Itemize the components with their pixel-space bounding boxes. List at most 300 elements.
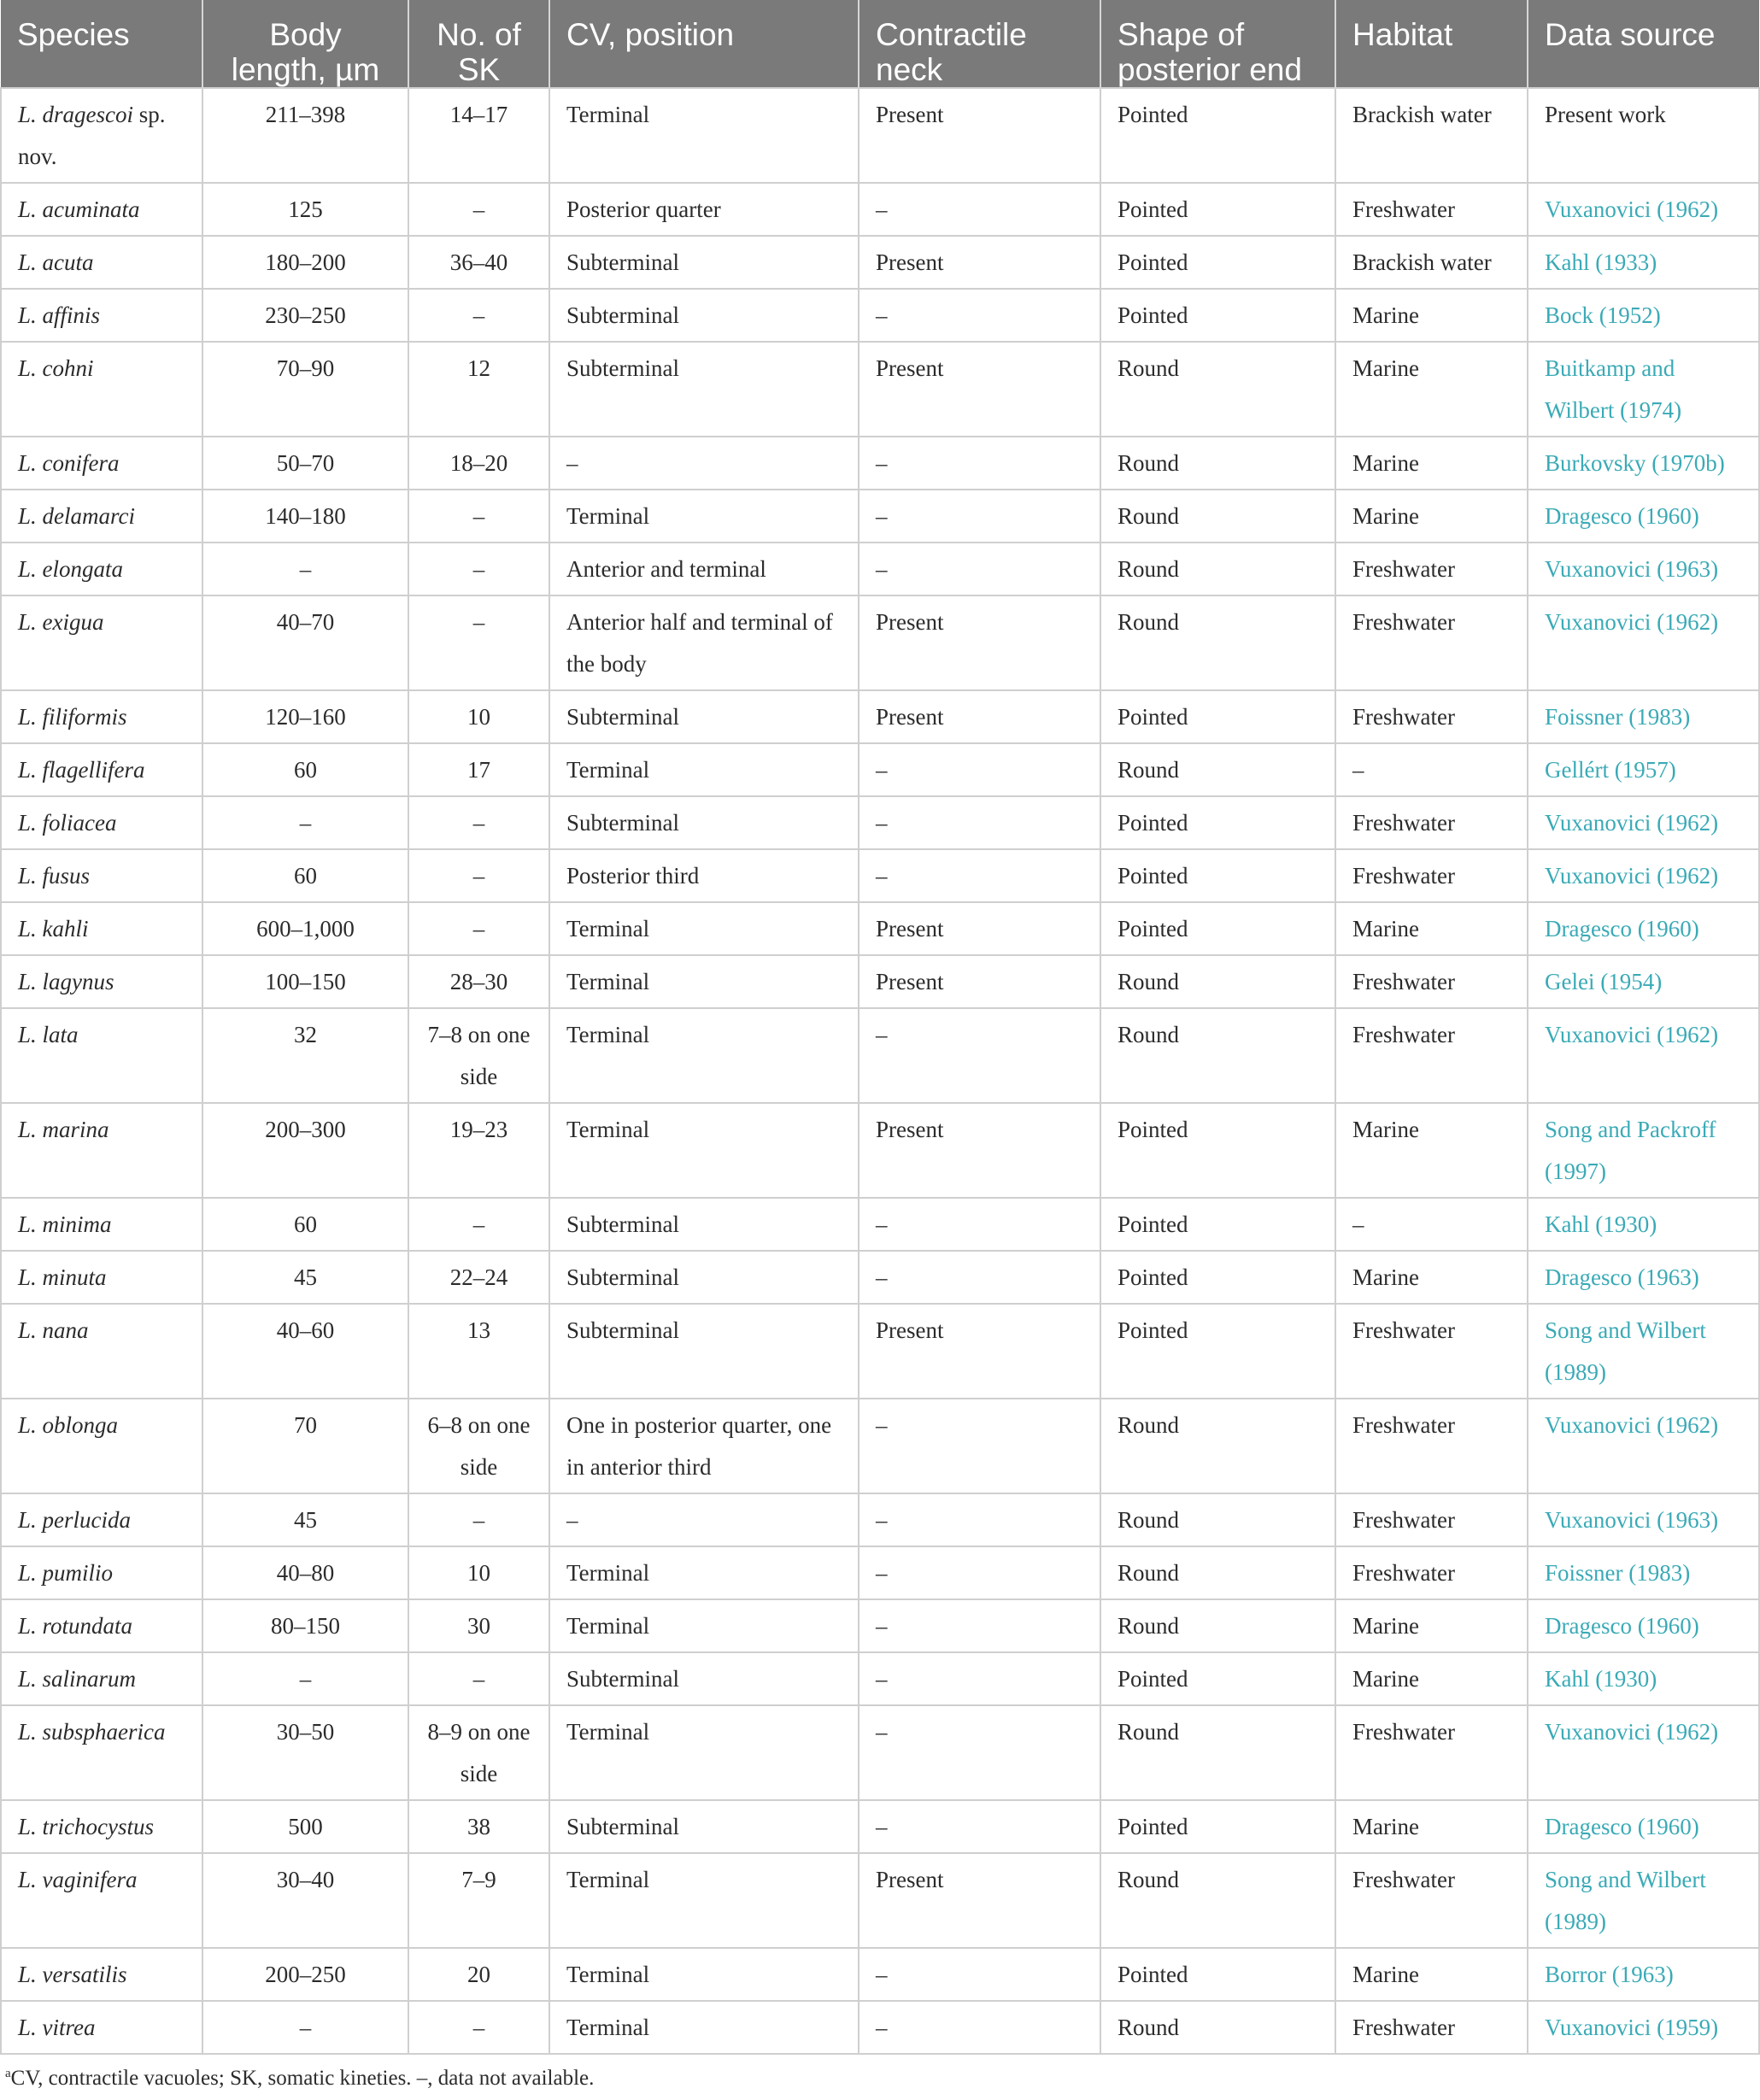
header-contractile-neck: Contractile neck — [859, 0, 1100, 88]
cell-sk-count: 12 — [408, 342, 549, 437]
species-name: L. salinarum — [18, 1666, 137, 1692]
table-row — [1, 183, 1759, 236]
cell-habitat: Marine — [1335, 1103, 1528, 1198]
cell-sk-count: – — [408, 1652, 549, 1705]
cell-species — [1, 690, 202, 743]
cell-habitat: – — [1335, 1198, 1528, 1251]
cell-data-source[interactable]: Song and Wilbert (1989) — [1528, 1853, 1759, 1948]
cell-contractile-neck: – — [859, 1008, 1100, 1103]
cell-data-source[interactable]: Gelei (1954) — [1528, 955, 1759, 1008]
cell-body-length: – — [202, 796, 408, 849]
cell-contractile-neck: Present — [859, 595, 1100, 690]
cell-body-length: 200–250 — [202, 1948, 408, 2001]
cell-species — [1, 1800, 202, 1853]
cell-species — [1, 342, 202, 437]
table-row — [1, 1304, 1759, 1399]
header-row — [1, 0, 1759, 88]
cell-sk-count: 14–17 — [408, 88, 549, 183]
table-row — [1, 342, 1759, 437]
cell-posterior-shape: Pointed — [1100, 902, 1335, 955]
cell-contractile-neck: Present — [859, 902, 1100, 955]
table-row — [1, 437, 1759, 490]
cell-cv-position: Subterminal — [549, 236, 859, 289]
cell-body-length: 100–150 — [202, 955, 408, 1008]
cell-contractile-neck: – — [859, 1705, 1100, 1800]
cell-contractile-neck: Present — [859, 690, 1100, 743]
cell-contractile-neck: – — [859, 849, 1100, 902]
cell-data-source[interactable]: Vuxanovici (1959) — [1528, 2001, 1759, 2054]
cell-contractile-neck: – — [859, 1599, 1100, 1652]
table-row — [1, 1493, 1759, 1546]
cell-habitat: Marine — [1335, 490, 1528, 543]
cell-species — [1, 1008, 202, 1103]
cell-data-source[interactable]: Burkovsky (1970b) — [1528, 437, 1759, 490]
cell-posterior-shape: Pointed — [1100, 88, 1335, 183]
cell-body-length: 600–1,000 — [202, 902, 408, 955]
cell-contractile-neck: Present — [859, 1304, 1100, 1399]
cell-cv-position: Terminal — [549, 1853, 859, 1948]
cell-habitat: Freshwater — [1335, 183, 1528, 236]
cell-cv-position: One in posterior quarter, one in anterior third — [549, 1399, 859, 1493]
cell-sk-count: – — [408, 289, 549, 342]
cell-posterior-shape: Pointed — [1100, 289, 1335, 342]
cell-contractile-neck: – — [859, 437, 1100, 490]
cell-cv-position: Terminal — [549, 1705, 859, 1800]
cell-sk-count: – — [408, 849, 549, 902]
species-name: L. foliacea — [18, 810, 117, 836]
species-name: L. perlucida — [18, 1507, 131, 1533]
cell-species — [1, 1103, 202, 1198]
cell-cv-position: Subterminal — [549, 796, 859, 849]
cell-body-length: 32 — [202, 1008, 408, 1103]
cell-body-length: 211–398 — [202, 88, 408, 183]
cell-data-source[interactable]: Vuxanovici (1962) — [1528, 1008, 1759, 1103]
cell-data-source[interactable]: Dragesco (1960) — [1528, 1599, 1759, 1652]
cell-species — [1, 1948, 202, 2001]
table-row — [1, 543, 1759, 595]
cell-habitat: Marine — [1335, 1599, 1528, 1652]
species-name: L. pumilio — [18, 1560, 114, 1586]
cell-cv-position: Terminal — [549, 1599, 859, 1652]
cell-contractile-neck: Present — [859, 1853, 1100, 1948]
cell-sk-count: – — [408, 183, 549, 236]
table-row — [1, 88, 1759, 183]
cell-posterior-shape: Round — [1100, 1853, 1335, 1948]
cell-habitat: Freshwater — [1335, 1008, 1528, 1103]
cell-body-length: 40–60 — [202, 1304, 408, 1399]
table-row — [1, 1008, 1759, 1103]
cell-cv-position: Terminal — [549, 955, 859, 1008]
cell-body-length: 60 — [202, 743, 408, 796]
cell-habitat: Freshwater — [1335, 1304, 1528, 1399]
cell-sk-count: 10 — [408, 1546, 549, 1599]
species-name: L. affinis — [18, 302, 101, 328]
table-body — [1, 88, 1759, 2054]
table-row — [1, 1198, 1759, 1251]
cell-sk-count: – — [408, 1198, 549, 1251]
cell-species — [1, 849, 202, 902]
table-row — [1, 796, 1759, 849]
cell-habitat: Freshwater — [1335, 1399, 1528, 1493]
cell-sk-count: 18–20 — [408, 437, 549, 490]
cell-species — [1, 1399, 202, 1493]
table-row — [1, 1103, 1759, 1198]
table-row — [1, 849, 1759, 902]
cell-body-length: 50–70 — [202, 437, 408, 490]
header-data-source: Data source — [1528, 0, 1759, 88]
cell-contractile-neck: – — [859, 1198, 1100, 1251]
cell-body-length: 70–90 — [202, 342, 408, 437]
table-row — [1, 1800, 1759, 1853]
table-row — [1, 289, 1759, 342]
species-name: L. lata — [18, 1022, 79, 1047]
cell-contractile-neck: – — [859, 743, 1100, 796]
cell-posterior-shape: Round — [1100, 1008, 1335, 1103]
table-row — [1, 2001, 1759, 2054]
table-row — [1, 236, 1759, 289]
cell-sk-count: – — [408, 902, 549, 955]
cell-sk-count: 30 — [408, 1599, 549, 1652]
cell-data-source[interactable]: Vuxanovici (1962) — [1528, 595, 1759, 690]
cell-cv-position: Subterminal — [549, 1800, 859, 1853]
cell-cv-position: Terminal — [549, 1008, 859, 1103]
table-row — [1, 1948, 1759, 2001]
cell-cv-position: Posterior third — [549, 849, 859, 902]
cell-species — [1, 1546, 202, 1599]
table-row — [1, 1705, 1759, 1800]
cell-species — [1, 796, 202, 849]
cell-body-length: 40–70 — [202, 595, 408, 690]
cell-habitat: Brackish water — [1335, 88, 1528, 183]
cell-posterior-shape: Round — [1100, 1599, 1335, 1652]
species-name: L. delamarci — [18, 503, 135, 529]
cell-habitat: Freshwater — [1335, 690, 1528, 743]
cell-data-source[interactable]: Kahl (1930) — [1528, 1652, 1759, 1705]
cell-cv-position: Terminal — [549, 490, 859, 543]
species-name: L. vitrea — [18, 2015, 96, 2040]
cell-posterior-shape: Round — [1100, 955, 1335, 1008]
cell-species — [1, 2001, 202, 2054]
table-row — [1, 1599, 1759, 1652]
cell-habitat: Brackish water — [1335, 236, 1528, 289]
species-name: L. marina — [18, 1117, 109, 1142]
cell-data-source[interactable]: Dragesco (1963) — [1528, 1251, 1759, 1304]
species-suffix: sp. nov. — [18, 102, 166, 169]
cell-cv-position: Subterminal — [549, 1652, 859, 1705]
header-body-length: Body length, µm — [202, 0, 408, 88]
cell-body-length: 230–250 — [202, 289, 408, 342]
cell-species — [1, 1853, 202, 1948]
cell-data-source[interactable]: Vuxanovici (1963) — [1528, 1493, 1759, 1546]
cell-contractile-neck: – — [859, 543, 1100, 595]
cell-data-source[interactable]: Kahl (1930) — [1528, 1198, 1759, 1251]
header-no-of-sk: No. of SK — [408, 0, 549, 88]
cell-posterior-shape: Pointed — [1100, 796, 1335, 849]
cell-contractile-neck: – — [859, 1800, 1100, 1853]
cell-contractile-neck: Present — [859, 955, 1100, 1008]
cell-posterior-shape: Round — [1100, 490, 1335, 543]
cell-sk-count: 28–30 — [408, 955, 549, 1008]
cell-sk-count: 19–23 — [408, 1103, 549, 1198]
cell-posterior-shape: Pointed — [1100, 1103, 1335, 1198]
cell-cv-position: Terminal — [549, 1546, 859, 1599]
species-name: L. minima — [18, 1211, 112, 1237]
cell-posterior-shape: Round — [1100, 437, 1335, 490]
cell-contractile-neck: – — [859, 796, 1100, 849]
cell-contractile-neck: Present — [859, 1103, 1100, 1198]
cell-posterior-shape: Pointed — [1100, 1652, 1335, 1705]
species-name: L. exigua — [18, 609, 104, 635]
cell-habitat: Freshwater — [1335, 543, 1528, 595]
cell-body-length: 40–80 — [202, 1546, 408, 1599]
cell-contractile-neck: – — [859, 1652, 1100, 1705]
species-name: L. acuminata — [18, 197, 140, 222]
cell-sk-count: – — [408, 796, 549, 849]
footnote-marker: a — [5, 2067, 11, 2080]
cell-cv-position: Terminal — [549, 743, 859, 796]
cell-posterior-shape: Round — [1100, 1399, 1335, 1493]
cell-cv-position: Posterior quarter — [549, 183, 859, 236]
species-name: L. elongata — [18, 556, 124, 582]
species-name: L. conifera — [18, 450, 120, 476]
table-row — [1, 743, 1759, 796]
footnote-text: CV, contractile vacuoles; SK, somatic kineties. –, data not available. — [10, 2067, 595, 2090]
table-row — [1, 690, 1759, 743]
cell-contractile-neck: – — [859, 183, 1100, 236]
cell-posterior-shape: Pointed — [1100, 690, 1335, 743]
cell-habitat: Marine — [1335, 1652, 1528, 1705]
cell-contractile-neck: Present — [859, 342, 1100, 437]
cell-contractile-neck: Present — [859, 236, 1100, 289]
cell-body-length: – — [202, 2001, 408, 2054]
cell-sk-count: 13 — [408, 1304, 549, 1399]
cell-body-length: 30–50 — [202, 1705, 408, 1800]
cell-contractile-neck: – — [859, 289, 1100, 342]
cell-sk-count: – — [408, 490, 549, 543]
cell-species — [1, 88, 202, 183]
species-name: L. kahli — [18, 916, 89, 941]
cell-body-length: 500 — [202, 1800, 408, 1853]
cell-habitat: Freshwater — [1335, 796, 1528, 849]
cell-sk-count: 6–8 on one side — [408, 1399, 549, 1493]
cell-sk-count: 17 — [408, 743, 549, 796]
cell-body-length: 200–300 — [202, 1103, 408, 1198]
header-species: Species — [1, 0, 202, 88]
table-row — [1, 955, 1759, 1008]
cell-species — [1, 955, 202, 1008]
cell-cv-position: Terminal — [549, 1103, 859, 1198]
cell-body-length: 180–200 — [202, 236, 408, 289]
cell-cv-position: Subterminal — [549, 1251, 859, 1304]
cell-sk-count: – — [408, 2001, 549, 2054]
cell-species — [1, 1251, 202, 1304]
cell-posterior-shape: Round — [1100, 595, 1335, 690]
cell-sk-count: 22–24 — [408, 1251, 549, 1304]
table-row — [1, 902, 1759, 955]
species-name: L. subsphaerica — [18, 1719, 166, 1745]
cell-posterior-shape: Round — [1100, 543, 1335, 595]
cell-posterior-shape: Pointed — [1100, 1251, 1335, 1304]
cell-species — [1, 1599, 202, 1652]
cell-species — [1, 490, 202, 543]
cell-species — [1, 437, 202, 490]
cell-data-source[interactable]: Bock (1952) — [1528, 289, 1759, 342]
cell-sk-count: 8–9 on one side — [408, 1705, 549, 1800]
cell-data-source[interactable]: Vuxanovici (1962) — [1528, 796, 1759, 849]
cell-cv-position: Subterminal — [549, 1304, 859, 1399]
cell-habitat: Freshwater — [1335, 1705, 1528, 1800]
cell-contractile-neck: – — [859, 1399, 1100, 1493]
cell-data-source[interactable]: Foissner (1983) — [1528, 690, 1759, 743]
cell-sk-count: 36–40 — [408, 236, 549, 289]
cell-data-source[interactable]: Dragesco (1960) — [1528, 902, 1759, 955]
cell-body-length: – — [202, 1652, 408, 1705]
cell-sk-count: 7–8 on one side — [408, 1008, 549, 1103]
cell-habitat: Marine — [1335, 289, 1528, 342]
cell-cv-position: Terminal — [549, 902, 859, 955]
cell-habitat: Marine — [1335, 1800, 1528, 1853]
cell-species — [1, 183, 202, 236]
cell-sk-count: – — [408, 595, 549, 690]
cell-body-length: 125 — [202, 183, 408, 236]
cell-cv-position: Subterminal — [549, 289, 859, 342]
cell-cv-position: Subterminal — [549, 1198, 859, 1251]
cell-species — [1, 1304, 202, 1399]
cell-contractile-neck: – — [859, 1546, 1100, 1599]
species-name: L. versatilis — [18, 1962, 127, 1987]
cell-data-source[interactable]: Foissner (1983) — [1528, 1546, 1759, 1599]
header-posterior-shape: Shape of posterior end — [1100, 0, 1335, 88]
cell-posterior-shape: Round — [1100, 342, 1335, 437]
species-name: L. cohni — [18, 355, 94, 381]
cell-body-length: 60 — [202, 849, 408, 902]
table-row — [1, 595, 1759, 690]
cell-posterior-shape: Round — [1100, 2001, 1335, 2054]
cell-posterior-shape: Pointed — [1100, 183, 1335, 236]
cell-habitat: Marine — [1335, 1251, 1528, 1304]
cell-body-length: 140–180 — [202, 490, 408, 543]
cell-data-source[interactable]: Kahl (1933) — [1528, 236, 1759, 289]
cell-data-source[interactable]: Song and Wilbert (1989) — [1528, 1304, 1759, 1399]
header-cv-position: CV, position — [549, 0, 859, 88]
cell-cv-position: Terminal — [549, 2001, 859, 2054]
species-name: L. trichocystus — [18, 1814, 154, 1839]
species-name: L. minuta — [18, 1264, 107, 1290]
cell-species — [1, 1198, 202, 1251]
cell-data-source[interactable]: Song and Packroff (1997) — [1528, 1103, 1759, 1198]
cell-body-length: 60 — [202, 1198, 408, 1251]
cell-body-length: 45 — [202, 1493, 408, 1546]
cell-habitat: Marine — [1335, 437, 1528, 490]
cell-sk-count: 38 — [408, 1800, 549, 1853]
cell-body-length: 30–40 — [202, 1853, 408, 1948]
cell-sk-count: – — [408, 1493, 549, 1546]
cell-posterior-shape: Round — [1100, 1493, 1335, 1546]
cell-contractile-neck: Present — [859, 88, 1100, 183]
cell-species — [1, 1705, 202, 1800]
cell-habitat: Freshwater — [1335, 849, 1528, 902]
species-name: L. vaginifera — [18, 1867, 138, 1892]
species-name: L. acuta — [18, 249, 94, 275]
cell-species — [1, 543, 202, 595]
cell-habitat: Freshwater — [1335, 595, 1528, 690]
table-row — [1, 490, 1759, 543]
species-name: L. fusus — [18, 863, 91, 889]
cell-sk-count: – — [408, 543, 549, 595]
cell-cv-position: Terminal — [549, 88, 859, 183]
cell-data-source[interactable]: Vuxanovici (1962) — [1528, 1705, 1759, 1800]
cell-habitat: Freshwater — [1335, 955, 1528, 1008]
species-name: L. nana — [18, 1317, 89, 1343]
cell-species — [1, 595, 202, 690]
cell-body-length: 45 — [202, 1251, 408, 1304]
cell-habitat: Freshwater — [1335, 1546, 1528, 1599]
cell-cv-position: Anterior and terminal — [549, 543, 859, 595]
cell-contractile-neck: – — [859, 1948, 1100, 2001]
species-name: L. rotundata — [18, 1613, 133, 1639]
species-name: L. lagynus — [18, 969, 114, 994]
cell-species — [1, 289, 202, 342]
cell-cv-position: Anterior half and terminal of the body — [549, 595, 859, 690]
cell-posterior-shape: Pointed — [1100, 1304, 1335, 1399]
cell-cv-position: Subterminal — [549, 342, 859, 437]
cell-body-length: – — [202, 543, 408, 595]
cell-posterior-shape: Round — [1100, 743, 1335, 796]
cell-data-source[interactable]: Vuxanovici (1963) — [1528, 543, 1759, 595]
cell-data-source[interactable]: Vuxanovici (1962) — [1528, 849, 1759, 902]
cell-habitat: – — [1335, 743, 1528, 796]
table-row — [1, 1546, 1759, 1599]
cell-cv-position: – — [549, 437, 859, 490]
cell-posterior-shape: Pointed — [1100, 849, 1335, 902]
cell-body-length: 80–150 — [202, 1599, 408, 1652]
cell-body-length: 70 — [202, 1399, 408, 1493]
cell-posterior-shape: Pointed — [1100, 236, 1335, 289]
cell-cv-position: – — [549, 1493, 859, 1546]
cell-data-source[interactable]: Dragesco (1960) — [1528, 1800, 1759, 1853]
cell-contractile-neck: – — [859, 490, 1100, 543]
header-habitat: Habitat — [1335, 0, 1528, 88]
cell-posterior-shape: Round — [1100, 1546, 1335, 1599]
cell-data-source[interactable]: Dragesco (1960) — [1528, 490, 1759, 543]
cell-sk-count: 10 — [408, 690, 549, 743]
cell-species — [1, 902, 202, 955]
cell-data-source[interactable]: Gellért (1957) — [1528, 743, 1759, 796]
cell-data-source[interactable]: Vuxanovici (1962) — [1528, 183, 1759, 236]
cell-posterior-shape: Round — [1100, 1705, 1335, 1800]
cell-data-source[interactable]: Buitkamp and Wilbert (1974) — [1528, 342, 1759, 437]
cell-species — [1, 1652, 202, 1705]
cell-body-length: 120–160 — [202, 690, 408, 743]
cell-habitat: Marine — [1335, 1948, 1528, 2001]
table-row — [1, 1853, 1759, 1948]
table-row — [1, 1652, 1759, 1705]
cell-data-source: Present work — [1528, 88, 1759, 183]
cell-data-source[interactable]: Borror (1963) — [1528, 1948, 1759, 2001]
cell-data-source[interactable]: Vuxanovici (1962) — [1528, 1399, 1759, 1493]
cell-posterior-shape: Pointed — [1100, 1198, 1335, 1251]
cell-cv-position: Subterminal — [549, 690, 859, 743]
cell-habitat: Freshwater — [1335, 1853, 1528, 1948]
cell-species — [1, 1493, 202, 1546]
cell-sk-count: 7–9 — [408, 1853, 549, 1948]
species-name: L. filiformis — [18, 704, 127, 730]
cell-contractile-neck: – — [859, 1251, 1100, 1304]
cell-habitat: Marine — [1335, 902, 1528, 955]
cell-contractile-neck: – — [859, 1493, 1100, 1546]
cell-species — [1, 236, 202, 289]
table-row — [1, 1399, 1759, 1493]
